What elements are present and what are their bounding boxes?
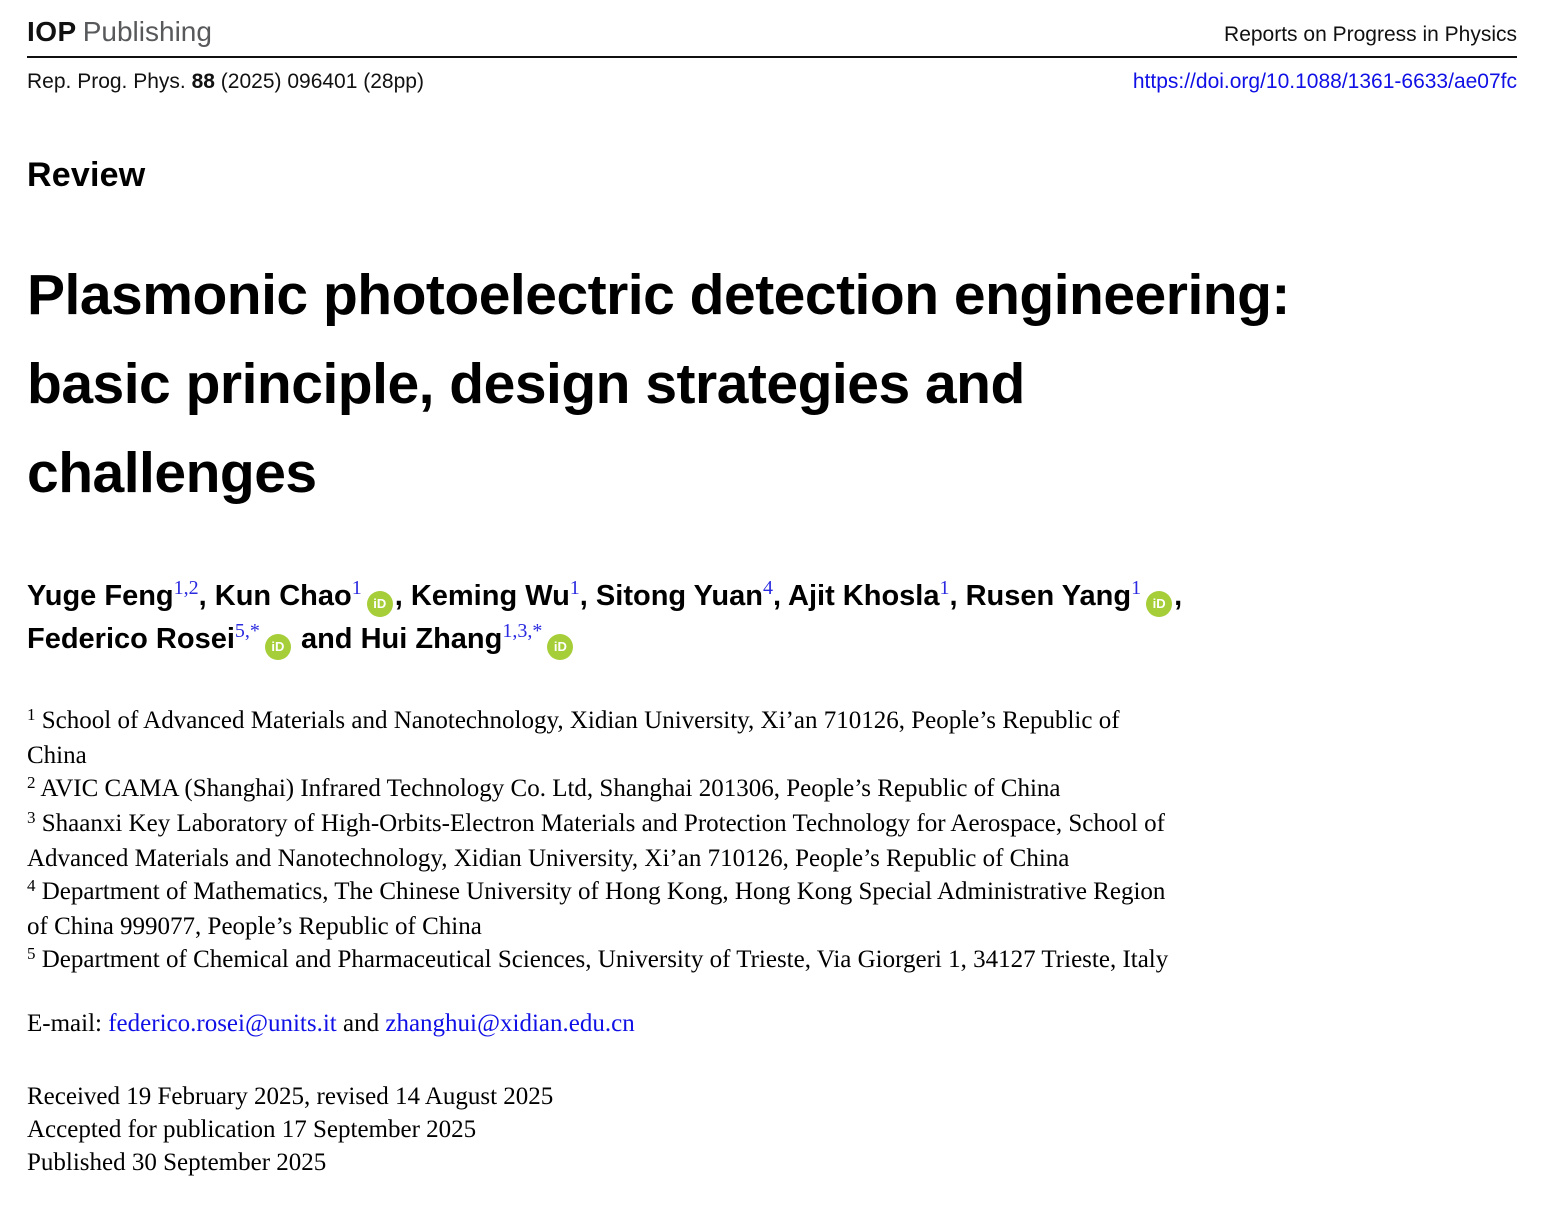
author-separator: and <box>292 623 361 655</box>
page-header <box>27 16 1517 48</box>
author-superscript: 1 <box>351 577 362 599</box>
affiliation-superscript: 3 <box>27 808 36 827</box>
orcid-icon[interactable]: iD <box>367 591 393 617</box>
author-separator: , <box>579 580 596 612</box>
affiliation-item <box>27 772 1184 807</box>
email-line <box>27 1010 1517 1038</box>
author-superscript: 5,* <box>234 620 260 642</box>
affiliation-text: AVIC CAMA (Shanghai) Infrared Technology Co. Ltd, Shanghai 201306, People’s Republic of China <box>40 775 1061 802</box>
author-name: Kun Chao <box>214 580 352 612</box>
publisher-logo-iop: IOP <box>27 16 77 47</box>
citation-text <box>27 70 424 94</box>
email-conjunction: and <box>343 1010 380 1037</box>
citation-issue-pages: (2025) 096401 (28pp) <box>220 70 424 93</box>
author-name: Federico Rosei <box>27 623 235 655</box>
author-name: Keming Wu <box>410 580 570 612</box>
publisher-logo <box>27 16 212 48</box>
author-separator: , <box>1174 580 1183 612</box>
affiliation-superscript: 2 <box>27 773 36 792</box>
published-date: Published 30 September 2025 <box>27 1149 327 1176</box>
affiliation-item <box>27 943 1184 978</box>
received-date: Received 19 February 2025, revised 14 August 2025 <box>27 1083 554 1110</box>
author-superscript: 1 <box>1131 577 1142 599</box>
author-name: Yuge Feng <box>27 580 174 612</box>
affiliation-item <box>27 807 1184 875</box>
email-link-rosei[interactable]: federico.rosei@units.it <box>108 1010 337 1037</box>
author-separator: , <box>198 580 215 612</box>
affiliation-superscript: 5 <box>27 944 36 963</box>
author-superscript: 4 <box>762 577 773 599</box>
affiliation-list <box>27 704 1184 978</box>
publisher-logo-text: Publishing <box>82 16 212 47</box>
author-superscript: 1,2 <box>173 577 199 599</box>
dates-block <box>27 1080 1517 1179</box>
citation-row <box>27 70 1517 94</box>
affiliation-text: Shaanxi Key Laboratory of High-Orbits-Electron Materials and Protection Technology for Aerospace, School of Advanced Materials and Nanotechnology, Xidian University, Xi’an 710126, People’s Republic of China <box>27 810 1165 872</box>
affiliation-superscript: 4 <box>27 876 36 895</box>
journal-name: Reports on Progress in Physics <box>1224 23 1517 46</box>
author-name: Ajit Khosla <box>788 580 940 612</box>
email-label: E-mail: <box>27 1010 102 1037</box>
header-divider <box>27 56 1517 58</box>
author-separator: , <box>772 580 789 612</box>
citation-volume: 88 <box>191 70 215 93</box>
email-link-zhang[interactable]: zhanghui@xidian.edu.cn <box>385 1010 635 1037</box>
affiliation-item <box>27 875 1184 943</box>
author-superscript: 1 <box>939 577 950 599</box>
author-separator: , <box>949 580 966 612</box>
author-name: Hui Zhang <box>360 623 503 655</box>
affiliation-text: Department of Chemical and Pharmaceutical Sciences, University of Trieste, Via Giorgeri 1, 34127 Trieste, Italy <box>41 946 1169 973</box>
affiliation-text: Department of Mathematics, The Chinese University of Hong Kong, Hong Kong Special Administrative Region of China 999077, People’s Republic of China <box>27 878 1166 940</box>
affiliation-text: School of Advanced Materials and Nanotechnology, Xidian University, Xi’an 710126, People’s Republic of China <box>27 707 1120 769</box>
affiliation-superscript: 1 <box>27 705 36 724</box>
author-separator: , <box>394 580 411 612</box>
citation-journal-abbrev: Rep. Prog. Phys. <box>27 70 186 93</box>
author-superscript: 1,3,* <box>502 620 543 642</box>
author-list <box>27 576 1487 662</box>
article-title: Plasmonic photoelectric detection engineering: basic principle, design strategies and challenges <box>27 263 1290 505</box>
orcid-icon[interactable]: iD <box>547 634 573 660</box>
affiliation-item <box>27 704 1184 772</box>
author-name: Sitong Yuan <box>595 580 763 612</box>
accepted-date: Accepted for publication 17 September 2025 <box>27 1116 477 1143</box>
author-superscript: 1 <box>569 577 580 599</box>
orcid-icon[interactable]: iD <box>1146 591 1172 617</box>
orcid-icon[interactable]: iD <box>265 634 291 660</box>
doi-link[interactable]: https://doi.org/10.1088/1361-6633/ae07fc <box>1132 70 1517 93</box>
author-name: Rusen Yang <box>965 580 1132 612</box>
article-type-label: Review <box>27 156 146 194</box>
